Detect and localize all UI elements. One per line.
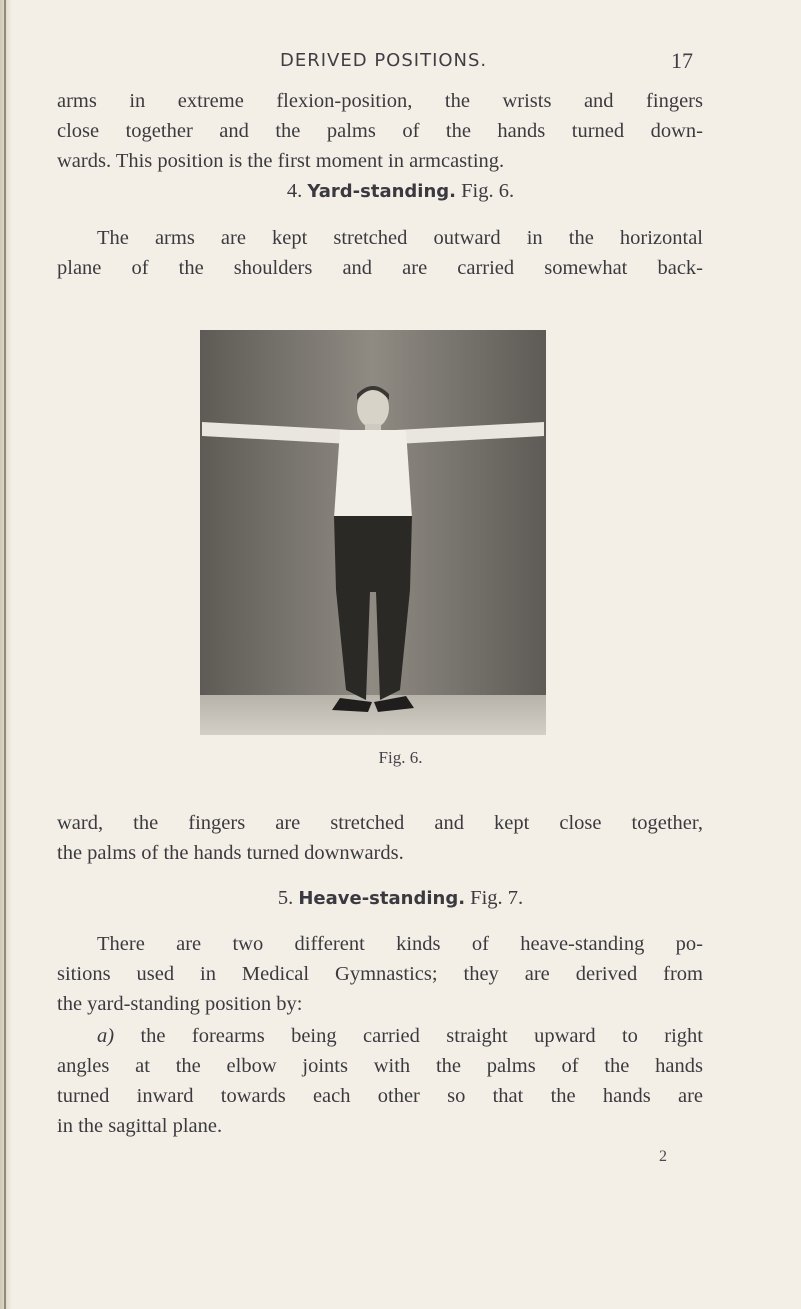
text-line: sitions used in Medical Gymnastics; they are derived from (57, 963, 703, 985)
list-marker: a) (97, 1025, 115, 1047)
text-line: wards. This position is the first moment in armcasting. (57, 150, 505, 172)
running-head (0, 48, 801, 80)
text-line: the palms of the hands turned downwards. (57, 842, 404, 864)
page-number: 17 (671, 48, 693, 73)
signature-mark: 2 (659, 1148, 667, 1165)
section-figure-ref: Fig. 7. (470, 887, 524, 909)
figure-6-photograph (200, 330, 546, 735)
figure-caption: Fig. 6. (378, 748, 423, 767)
paragraph-3 (57, 808, 703, 868)
text-line: The arms are kept stretched outward in the horizontal (97, 227, 703, 249)
section-heading-4 (0, 180, 801, 203)
section-figure-ref: Fig. 6. (461, 180, 515, 202)
text-line: plane of the shoulders and are carried somewhat back- (57, 257, 703, 279)
text-line: in the sagittal plane. (57, 1115, 223, 1137)
section-label: Yard-standing. (307, 181, 457, 202)
text-line: There are two different kinds of heave-standing po- (97, 933, 703, 955)
paragraph-1 (57, 86, 703, 176)
text-line: turned inward towards each other so that the hands are (57, 1085, 703, 1107)
text-line: the yard-standing position by: (57, 993, 303, 1015)
text-line: close together and the palms of the hands turned down- (57, 120, 703, 142)
paragraph-2 (57, 223, 703, 283)
text-line: ward, the fingers are stretched and kept close together, (57, 812, 703, 834)
text-line: angles at the elbow joints with the palms of the hands (57, 1055, 703, 1077)
running-head-title: DERIVED POSITIONS. (280, 50, 488, 71)
paragraph-4 (57, 929, 703, 1019)
section-label: Heave-standing. (298, 888, 466, 909)
section-number: 5. (277, 887, 294, 909)
text-line-content: the forearms being carried straight upward to right (140, 1025, 704, 1047)
text-line (57, 1021, 703, 1051)
paragraph-5 (57, 1021, 703, 1141)
section-heading-5 (0, 887, 801, 910)
text-line: arms in extreme flexion-position, the wrists and fingers (57, 90, 703, 112)
yard-standing-figure-illustration (200, 330, 546, 735)
section-number: 4. (286, 180, 303, 202)
